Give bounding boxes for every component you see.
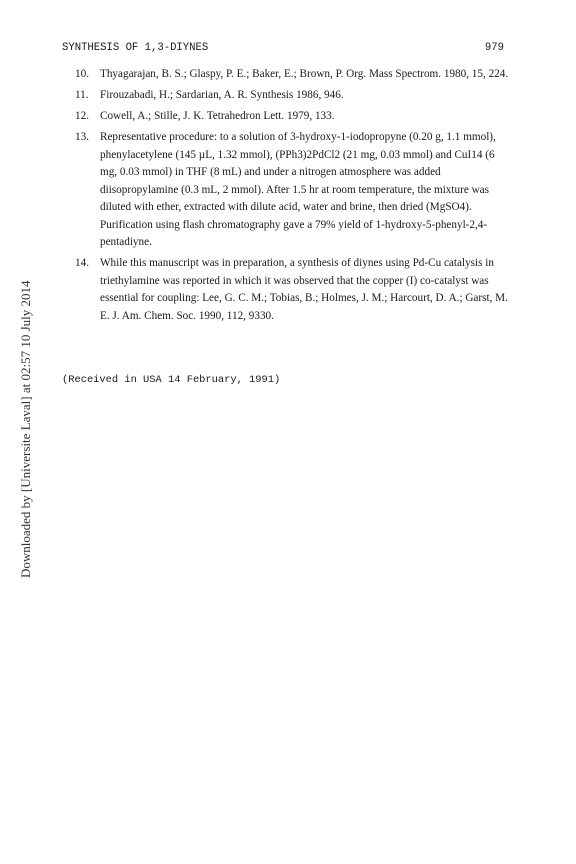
reference-item [75,87,511,105]
reference-list [75,66,511,329]
reference-number: 11. [75,89,89,101]
received-date: (Received in USA 14 February, 1991) [62,374,281,386]
reference-text: Cowell, A.; Stille, J. K. Tetrahedron Lett. 1979, 133. [100,110,335,122]
running-header [62,42,504,58]
reference-text: Thyagarajan, B. S.; Glaspy, P. E.; Baker, E.; Brown, P. Org. Mass Spectrom. 1980, 15, 224. [100,68,509,80]
page-number: 979 [484,42,504,54]
reference-item [75,129,511,252]
reference-text: While this manuscript was in preparation, a synthesis of diynes using Pd-Cu catalysis in triethylamine was reported in which it was observed that the copper (I) co-catalyst was essential for coupling: Lee, G. C. M.; Tobias, B.; Holmes, J. M.; Harcourt, D. A.; Garst, M. E. J. Am. Chem. Soc. 1990, 112, 9330. [100,257,508,322]
reference-number: 12. [75,110,89,122]
reference-number: 13. [75,131,89,143]
reference-number: 10. [75,68,89,80]
reference-item [75,108,511,126]
reference-text: Representative procedure: to a solution of 3-hydroxy-1-iodopropyne (0.20 g, 1.1 mmol), phenylacetylene (145 µL, 1.32 mmol), (PPh3)2PdCl2 (21 mg, 0.03 mmol) and CuI14 (6 mg, 0.03 mmol) in THF (8 mL) and under a nitrogen atmosphere was added diisopropylamine (0.3 mL, 2 mmol). After 1.5 hr at room temperature, the mixture was diluted with ether, extracted with dilute acid, water and brine, then dried (MgSO4). Purification using flash chromatography gave a 79% yield of 1-hydroxy-5-phenyl-2,4-pentadiyne. [100,131,496,248]
download-stamp: Downloaded by [Universite Laval] at 02:57 10 July 2014 [18,280,33,578]
reference-number: 14. [75,257,89,269]
reference-item [75,255,511,325]
running-title: SYNTHESIS OF 1,3-DIYNES [62,42,209,54]
reference-item [75,66,511,84]
reference-text: Firouzabadi, H.; Sardarian, A. R. Synthesis 1986, 946. [100,89,344,101]
